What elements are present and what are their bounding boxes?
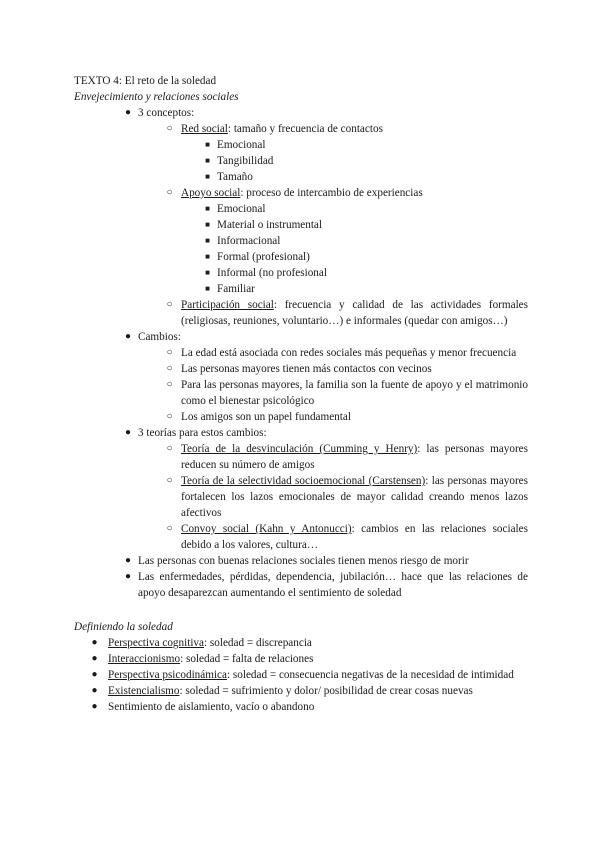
list-item: ○ Teoría de la selectividad socioemocional (Carstensen): las personas mayores fortalecen los lazos emocionales de mayor calidad creando menos lazos afectivos <box>74 473 528 521</box>
bullet-icon: ● <box>124 107 132 118</box>
list-item: ■ Material o instrumental <box>74 217 528 233</box>
list-item: ■ Informal (no profesional <box>74 265 528 281</box>
list-item: ● Existencialismo: soledad = sufrimiento y dolor/ posibilidad de crear cosas nuevas <box>74 683 528 699</box>
circle-bullet-icon: ○ <box>166 347 173 358</box>
list-item: ● Las enfermedades, pérdidas, dependencia, jubilación… hace que las relaciones de apoyo desaparezcan aumentando el sentimiento de soledad <box>74 569 528 601</box>
circle-bullet-icon: ○ <box>166 411 173 422</box>
circle-bullet-icon: ○ <box>166 475 173 486</box>
bullet-icon: ● <box>124 427 132 438</box>
list-item: ○ Teoría de la desvinculación (Cumming y Henry): las personas mayores reducen su número de amigos <box>74 441 528 473</box>
section-heading-soledad: Definiendo la soledad <box>74 621 173 633</box>
list-item: ○ Apoyo social: proceso de intercambio de experiencias <box>74 185 528 201</box>
document-title: TEXTO 4: El reto de la soledad <box>74 75 217 87</box>
list-item: ■ Emocional <box>74 137 528 153</box>
term: Convoy social (Kahn y Antonucci) <box>181 523 352 535</box>
square-bullet-icon: ■ <box>205 140 210 149</box>
list-item: ■ Tamaño <box>74 169 528 185</box>
document-page <box>74 73 528 715</box>
bullet-icon: ● <box>124 331 132 342</box>
circle-bullet-icon: ○ <box>166 363 173 374</box>
list-item: ○ Los amigos son un papel fundamental <box>74 409 528 425</box>
term: Teoría de la selectividad socioemocional (Carstensen) <box>181 475 426 487</box>
list-item: ● Perspectiva cognitiva: soledad = discrepancia <box>74 635 528 651</box>
section-heading-relaciones: Envejecimiento y relaciones sociales <box>74 91 239 103</box>
square-bullet-icon: ■ <box>205 236 210 245</box>
list-item: ○ Convoy social (Kahn y Antonucci): cambios en las relaciones sociales debido a los valores, cultura… <box>74 521 528 553</box>
bullet-icon: ● <box>91 685 98 696</box>
term: Perspectiva psicodinámica <box>108 669 227 681</box>
term: Existencialismo <box>108 685 180 697</box>
bullet-icon: ● <box>124 571 132 582</box>
term: Teoría de la desvinculación (Cumming y Henry) <box>181 443 418 455</box>
circle-bullet-icon: ○ <box>166 187 173 198</box>
term: Perspectiva cognitiva <box>108 637 204 649</box>
list-item: ○ Las personas mayores tienen más contactos con vecinos <box>74 361 528 377</box>
square-bullet-icon: ■ <box>205 172 210 181</box>
list-item: ■ Familiar <box>74 281 528 297</box>
list-item: ● Sentimiento de aislamiento, vacío o abandono <box>74 699 528 715</box>
square-bullet-icon: ■ <box>205 284 210 293</box>
list-item: ● Cambios: <box>74 329 528 345</box>
square-bullet-icon: ■ <box>205 220 210 229</box>
square-bullet-icon: ■ <box>205 156 210 165</box>
list-item: ● Perspectiva psicodinámica: soledad = consecuencia negativas de la necesidad de intimidad <box>74 667 528 683</box>
square-bullet-icon: ■ <box>205 204 210 213</box>
list-item: ○ La edad está asociada con redes sociales más pequeñas y menor frecuencia <box>74 345 528 361</box>
bullet-icon: ● <box>91 669 98 680</box>
term: Red social <box>181 123 228 135</box>
term: Participación social <box>181 299 274 311</box>
bullet-icon: ● <box>124 555 132 566</box>
circle-bullet-icon: ○ <box>166 299 173 310</box>
circle-bullet-icon: ○ <box>166 379 173 390</box>
list-item: ■ Informacional <box>74 233 528 249</box>
list-item: ● 3 teorías para estos cambios: <box>74 425 528 441</box>
list-item: ○ Para las personas mayores, la familia son la fuente de apoyo y el matrimonio como el bienestar psicológico <box>74 377 528 409</box>
list-item: ■ Emocional <box>74 201 528 217</box>
square-bullet-icon: ■ <box>205 268 210 277</box>
term: Apoyo social <box>181 187 241 199</box>
list-item: ● 3 conceptos: <box>74 105 528 121</box>
list-item: ○ Red social: tamaño y frecuencia de contactos <box>74 121 528 137</box>
circle-bullet-icon: ○ <box>166 123 173 134</box>
bullet-icon: ● <box>91 653 98 664</box>
bullet-icon: ● <box>91 701 98 712</box>
bullet-icon: ● <box>91 637 98 648</box>
circle-bullet-icon: ○ <box>166 443 173 454</box>
term: Interaccionismo <box>108 653 181 665</box>
list-item: ● Interaccionismo: soledad = falta de relaciones <box>74 651 528 667</box>
list-item: ● Las personas con buenas relaciones sociales tienen menos riesgo de morir <box>74 553 528 569</box>
list-item: ■ Tangibilidad <box>74 153 528 169</box>
circle-bullet-icon: ○ <box>166 523 173 534</box>
list-item: ■ Formal (profesional) <box>74 249 528 265</box>
list-item: ○ Participación social: frecuencia y calidad de las actividades formales (religiosas, reuniones, voluntario…) e informales (quedar con amigos…) <box>74 297 528 329</box>
square-bullet-icon: ■ <box>205 252 210 261</box>
